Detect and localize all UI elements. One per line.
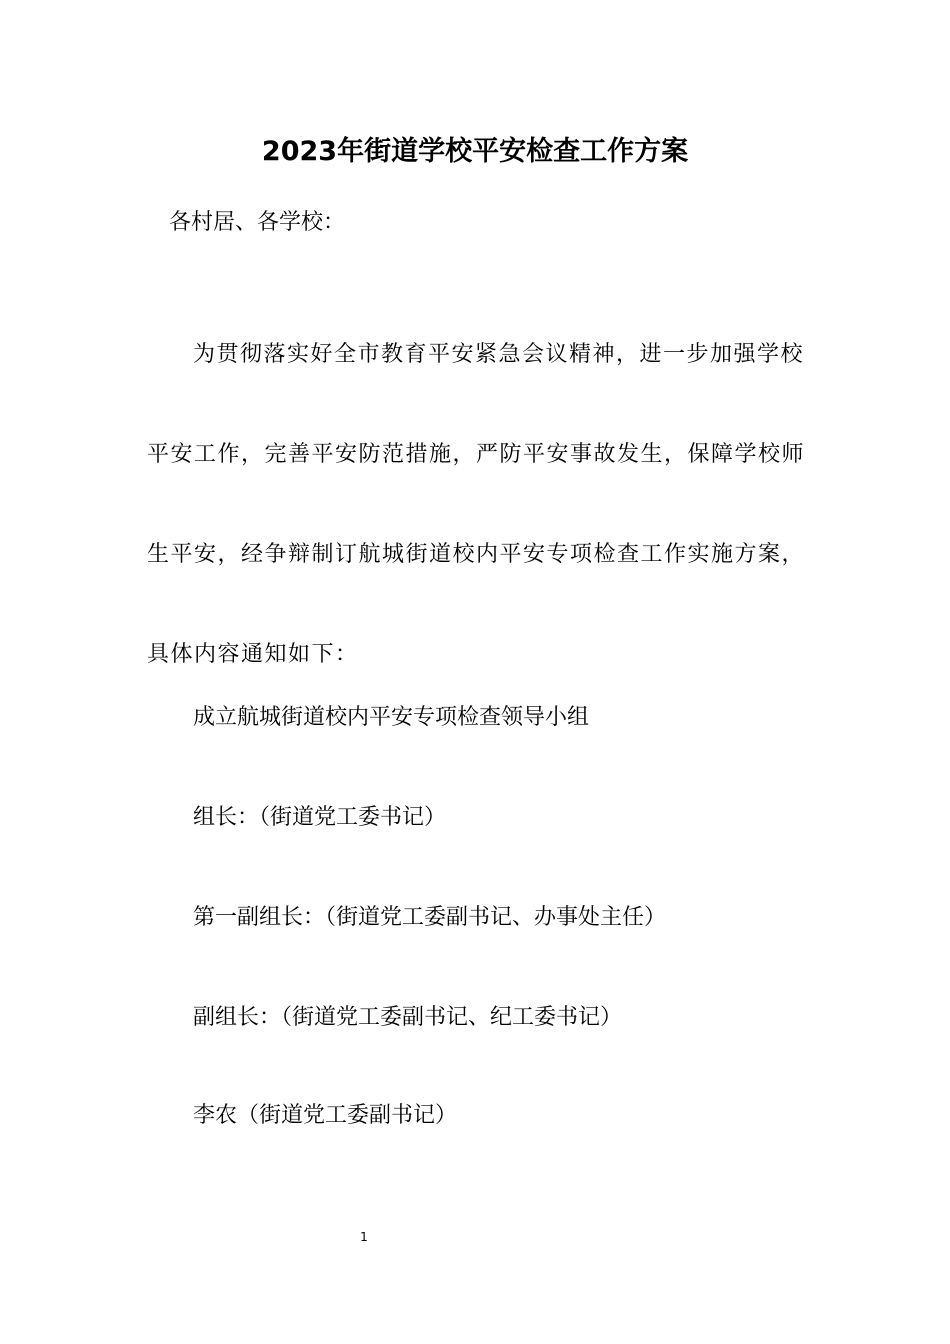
list-item: 组长：（街道党工委书记） xyxy=(193,805,447,830)
document-title: 2023年街道学校平安检查工作方案 xyxy=(261,136,689,167)
list-item: 副组长：（街道党工委副书记、纪工委书记） xyxy=(193,1005,623,1030)
list-item: 第一副组长：（街道党工委副书记、办事处主任） xyxy=(193,905,667,930)
page-number: 1 xyxy=(360,1230,368,1244)
salutation: 各村居、各学校： xyxy=(169,210,346,235)
list-item: 成立航城街道校内平安专项检查领导小组 xyxy=(193,705,590,730)
intro-paragraph: 为贯彻落实好全市教育平安紧急会议精神，进一步加强学校平安工作，完善平安防范措施，严防平安事故发生，保障学校师生平安，经争辩制订航城街道校内平安专项检查工作实施方案，具体内容通知如下： xyxy=(147,342,806,667)
list-item: 李农（街道党工委副书记） xyxy=(193,1103,458,1128)
